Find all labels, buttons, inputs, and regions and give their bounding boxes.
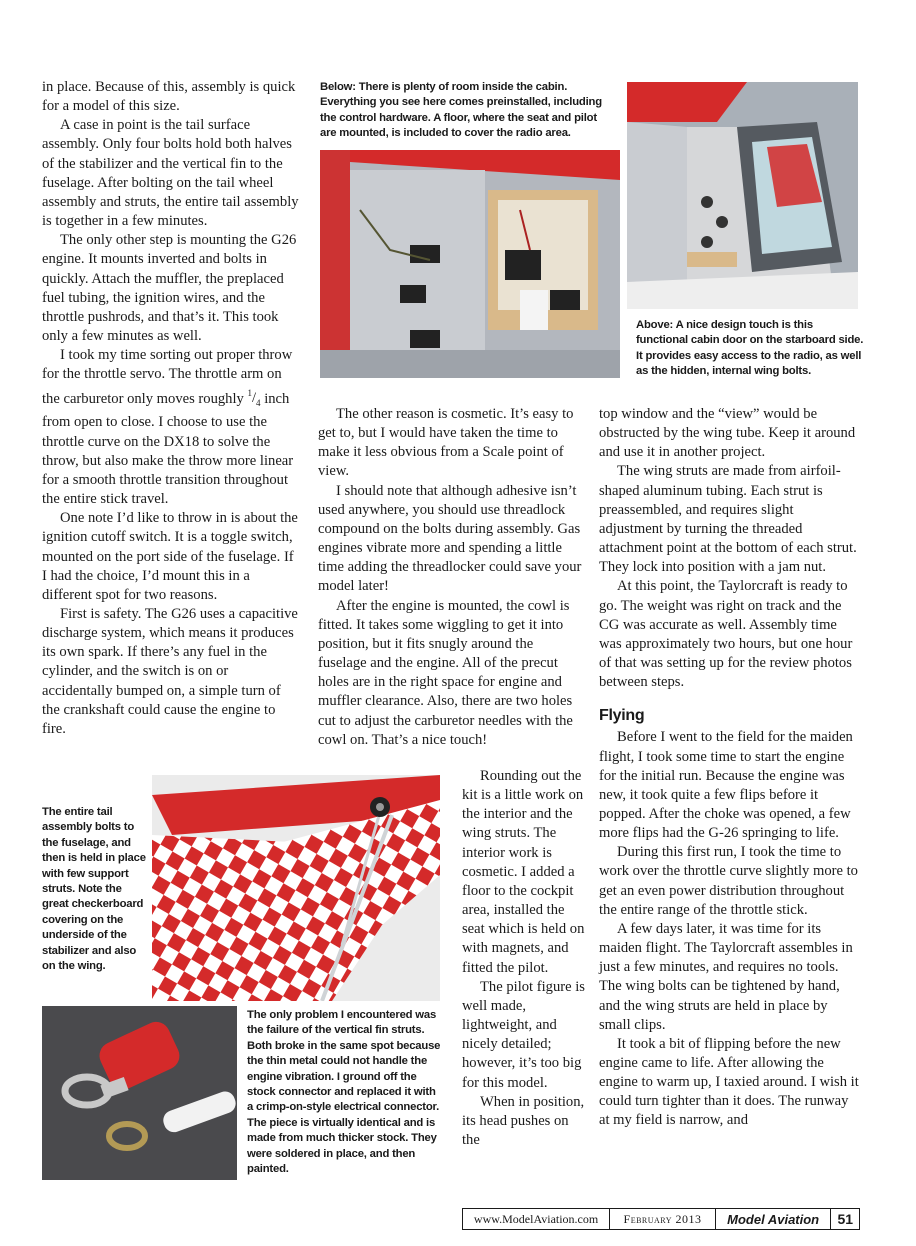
column-1 xyxy=(42,78,300,739)
column-3 xyxy=(599,405,861,1131)
paragraph: A few days later, it was time for its maiden flight. The Taylorcraft assembles in just a few minutes, and requires no tools. The wing bolts can be tightened by hand, and the wing struts are held in place by small clips. xyxy=(599,920,853,1033)
text-run: I took my time sorting out proper throw for the throttle servo. The throttle arm on the carburetor only moves roughly xyxy=(42,347,293,407)
page-footer xyxy=(462,1208,860,1230)
paragraph: After the engine is mounted, the cowl is fitted. It takes some wiggling to get it into position, but it fits snugly around the fuselage and the engine. All of the precut holes are in the right space for engine and muffler clearance. Also, there are two holes cut to adjust the carburetor needles with the cowl on. That’s a nice touch! xyxy=(318,597,573,748)
caption-tail xyxy=(42,805,148,974)
paragraph: It took a bit of flipping before the new engine came to life. After allowing the engine to warm up, I taxied around. I wish it could turn tighter than it does. The runway at my field is narrow, and xyxy=(599,1035,859,1129)
paragraph: One note I’d like to throw in is about the ignition cutoff switch. It is a toggle switch, mounted on the port side of the fuselage. If I had the choice, I’d mount this in a different spot for two reasons. xyxy=(42,510,298,603)
crimp-connector-photo xyxy=(42,1006,237,1180)
page-number: 51 xyxy=(837,1211,854,1227)
text-run: inch from open to close. I choose to use the throttle curve on the DX18 to solve the throw, but also make the throw more linear for a smooth throttle transition throughout the entire stick travel. xyxy=(42,390,294,508)
column-2-narrow xyxy=(462,767,586,1150)
paragraph: During this first run, I took the time to work over the throttle curve slightly more to get an even power distribution throughout the entire range of the throttle stick. xyxy=(599,844,858,918)
paragraph xyxy=(42,346,300,509)
fraction: $^1/_4$ xyxy=(247,388,261,409)
column-2 xyxy=(318,405,584,750)
paragraph: I should note that although adhesive isn’t used anywhere, you should use threadlock compound on the bolts during assembly. Gas engines vibrate more and spending a little time adding the threadlocker could save your model later! xyxy=(318,482,582,595)
paragraph: First is safety. The G26 uses a capacitive discharge system, which means it produces its own spark. If there’s any fuel in the cylinder, and the switch is on or accidentally bumped on, a simple turn of the crankshaft could cause the engine to fire. xyxy=(42,605,298,737)
paragraph: At this point, the Taylorcraft is ready to go. The weight was right on track and the CG was accurate as well. Assembly time was approximately two hours, but one hour of that was setting up for the review photos between steps. xyxy=(599,578,853,691)
paragraph: The other reason is cosmetic. It’s easy to get to, but I would have taken the time to make it less obvious from a Scale point of view. xyxy=(318,406,574,480)
paragraph: Before I went to the field for the maiden flight, I took some time to start the engine for the initial run. Because the engine was new, it took quite a few flips before it popped. After the choke was opened, a few more flips had the G-26 springing to life. xyxy=(599,729,853,842)
cabin-photo xyxy=(320,150,620,378)
caption-connector xyxy=(247,1008,444,1177)
paragraph: Rounding out the kit is a little work on the interior and the wing struts. The interior work is cosmetic. I added a floor to the cockpit area, installed the seat which is held on with magnets, and fitted the pilot. xyxy=(462,768,585,976)
caption-cabin xyxy=(320,80,610,142)
tail-checkerboard-photo xyxy=(152,775,440,1001)
caption-text: The entire tail assembly bolts to the fuselage, and then is held in place with few support struts. Note the great checkerboard covering on the underside of the stabilizer and also on the wing. xyxy=(42,806,146,973)
paragraph: The pilot figure is well made, lightweight, and nicely detailed; however, it’s too big for this model. xyxy=(462,978,585,1091)
caption-text: The only problem I encountered was the failure of the vertical fin struts. Both broke in the same spot because the thin metal could not handle the engine vibration. I ground off the stock connector and replaced it with a crimp-on-style electrical connector. The piece is virtually identical and is made from much thicker stock. They were soldered in place, and then painted. xyxy=(247,1009,441,1176)
footer-date: February 2013 xyxy=(610,1209,716,1229)
fraction-numerator: 1 xyxy=(247,388,252,399)
paragraph: When in position, its head pushes on the xyxy=(462,1093,585,1148)
section-heading-flying: Flying xyxy=(599,707,645,725)
footer-magazine: Model Aviation xyxy=(716,1209,832,1229)
cabin-door-photo xyxy=(627,82,858,309)
fraction-denominator: 4 xyxy=(256,398,261,409)
footer-url[interactable]: www.ModelAviation.com xyxy=(463,1209,610,1229)
paragraph: The wing struts are made from airfoil-shaped aluminum tubing. Each strut is preassembled, and requires slight adjustment by turning the threaded attachment point at the bottom of each strut. They lock into position with a jam nut. xyxy=(599,463,857,576)
paragraph: The only other step is mounting the G26 engine. It mounts inverted and bolts in quickly. Attach the muffler, the preplaced fuel tubing, the ignition wires, and the throttle pushrods, and that’s it. This took only a few minutes as well. xyxy=(42,232,297,345)
caption-text: Below: There is plenty of room inside the cabin. Everything you see here comes preinstalled, including the control hardware. A floor, where the seat and pilot are mounted, is included to cover the radio area. xyxy=(320,81,602,140)
caption-text: Above: A nice design touch is this functional cabin door on the starboard side. It provides easy access to the radio, as well as the hidden, internal wing bolts. xyxy=(636,319,864,378)
paragraph: A case in point is the tail surface assembly. Only four bolts hold both halves of the stabilizer and the vertical fin to the fuselage. After bolting on the tail wheel assembly and struts, the entire tail assembly is together in a few minutes. xyxy=(42,117,299,230)
paragraph: top window and the “view” would be obstructed by the wing tube. Keep it around and use it in another project. xyxy=(599,406,856,461)
caption-door xyxy=(636,318,866,380)
paragraph: in place. Because of this, assembly is quick for a model of this size. xyxy=(42,79,296,115)
